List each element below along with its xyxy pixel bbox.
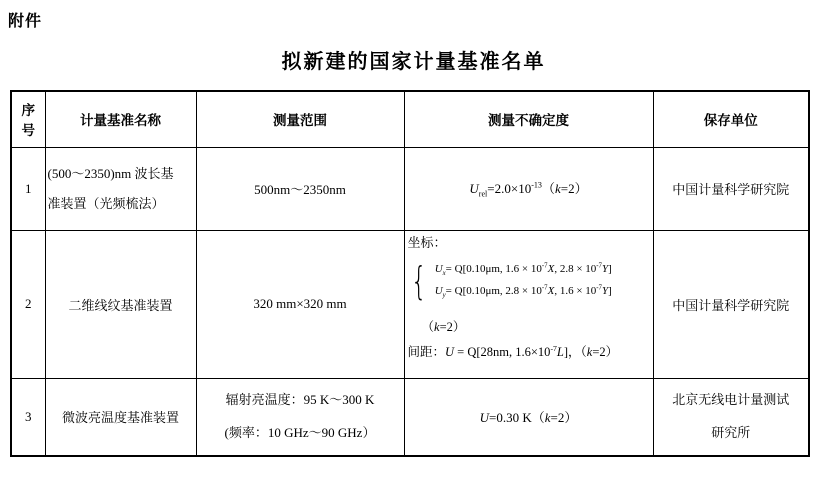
- keeper-line: 北京无线电计量测试: [672, 392, 790, 408]
- k-factor-note: （k=2）: [421, 320, 466, 335]
- page-title: 拟新建的国家计量基准名单: [281, 51, 546, 73]
- left-brace: {: [410, 259, 427, 304]
- table-row: [11, 230, 809, 378]
- header-serial-number: 序号: [11, 91, 45, 147]
- cell-row2-keeper: 中国计量科学研究院: [653, 230, 809, 378]
- standards-table: [10, 90, 810, 457]
- equation-uy: $U_y= Q[0.10\mu m$, $2.8 \times 10^{-7}X$, $1.6 \times 10^{-7}Y$]: [434, 284, 612, 300]
- name-line: (500～2350)nm 波长基: [47, 165, 174, 181]
- cell-row1-no: 1: [11, 147, 45, 230]
- spacing-uncertainty: 间距：U = Q[28nm, $1.6\times 10^{-7}L$]，（k=2）: [407, 344, 619, 360]
- cell-row2-name: 二维线纹基准装置: [45, 230, 196, 378]
- range-line: (频率：10 GHz～90 GHz）: [224, 424, 376, 440]
- header-standard-name: 计量基准名称: [45, 91, 196, 147]
- header-measurement-uncertainty: 测量不确定度: [404, 91, 653, 147]
- coordinate-equations: [411, 259, 651, 303]
- table-row: [11, 378, 809, 456]
- cell-row2-range: 320 mm×320 mm: [196, 230, 404, 378]
- table-row: [11, 147, 809, 230]
- table-header-row: [11, 91, 809, 147]
- cell-row3-range: [196, 378, 404, 456]
- coordinate-label: 坐标：: [407, 234, 447, 250]
- cell-row3-keeper: [653, 378, 809, 456]
- range-line: 辐射亮温度：95 K～300 K: [225, 392, 375, 408]
- header-keeper-organization: 保存单位: [653, 91, 809, 147]
- cell-row1-name: [45, 147, 196, 230]
- cell-row2-no: 2: [11, 230, 45, 378]
- cell-row3-name: 微波亮温度基准装置: [45, 378, 196, 456]
- cell-row1-range: 500nm～2350nm: [196, 147, 404, 230]
- equation-lines: [435, 259, 612, 303]
- equation-ux: $U_x= Q[0.10\mu m$, $1.6 \times 10^{-7}X$, $2.8 \times 10^{-7}Y$]: [434, 262, 612, 278]
- cell-row3-uncertainty: U=0.30 K（k=2）: [404, 378, 653, 456]
- cell-row1-keeper: 中国计量科学研究院: [653, 147, 809, 230]
- cell-row2-uncertainty: [404, 230, 653, 378]
- name-line: 准装置（光频梳法）: [47, 195, 165, 211]
- attachment-label: 附件: [8, 13, 43, 30]
- cell-row3-no: 3: [11, 378, 45, 456]
- header-measurement-range: 测量范围: [196, 91, 404, 147]
- cell-row1-uncertainty: $U_{rel}=2.0\times 10^{-13}(k=2)$: [404, 147, 653, 230]
- keeper-line: 研究所: [711, 424, 751, 440]
